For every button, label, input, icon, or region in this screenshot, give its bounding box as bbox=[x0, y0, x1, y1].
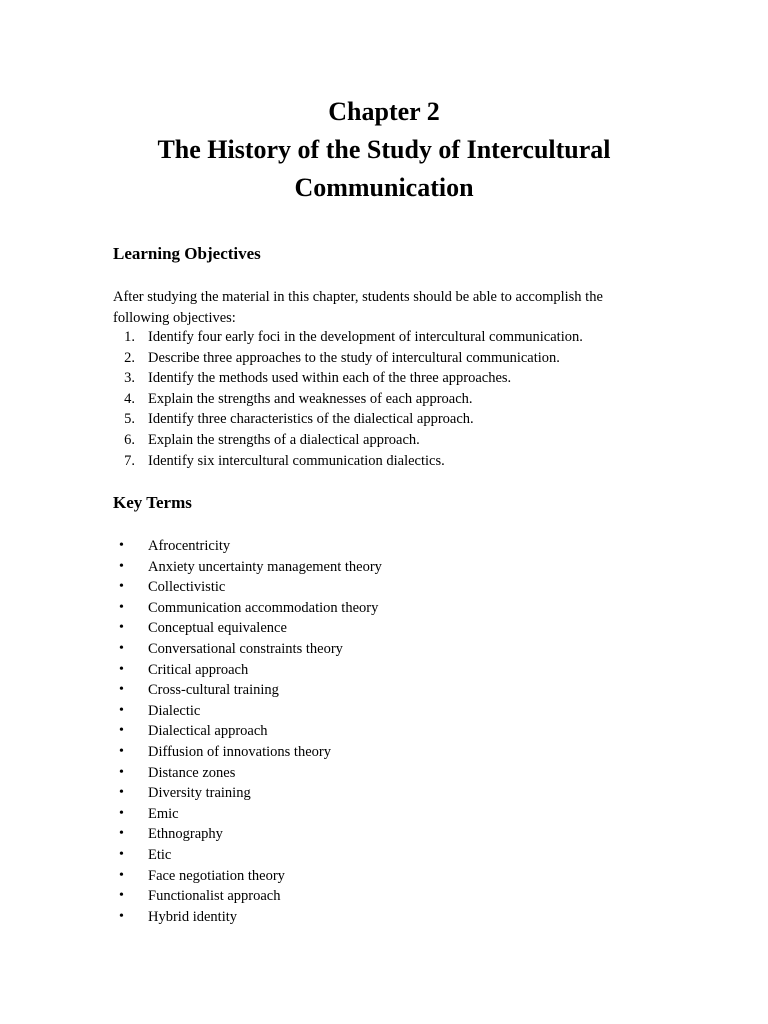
key-term-text: Collectivistic bbox=[148, 579, 226, 596]
key-term-text: Dialectical approach bbox=[148, 723, 268, 740]
key-term-text: Emic bbox=[148, 805, 179, 822]
objective-number: 2. bbox=[124, 349, 135, 366]
bullet-icon: • bbox=[119, 846, 124, 862]
key-term-text: Diversity training bbox=[148, 785, 251, 802]
bullet-icon: • bbox=[119, 723, 124, 739]
key-term-text: Cross-cultural training bbox=[148, 682, 279, 699]
bullet-icon: • bbox=[119, 908, 124, 924]
bullet-icon: • bbox=[119, 764, 124, 780]
key-term-text: Communication accommodation theory bbox=[148, 599, 379, 616]
key-term-item bbox=[113, 701, 382, 722]
objective-text: Identify four early foci in the development of intercultural communication. bbox=[148, 329, 583, 345]
chapter-title-line-1: The History of the Study of Intercultural bbox=[157, 135, 611, 164]
key-term-item bbox=[113, 721, 382, 742]
bullet-icon: • bbox=[119, 826, 124, 842]
objective-item bbox=[113, 368, 583, 389]
bullet-icon: • bbox=[119, 805, 124, 821]
chapter-title bbox=[0, 93, 768, 207]
chapter-number: Chapter 2 bbox=[328, 97, 440, 126]
objective-number: 7. bbox=[124, 452, 135, 469]
key-term-item bbox=[113, 598, 382, 619]
key-term-item bbox=[113, 907, 382, 928]
key-terms-heading: Key Terms bbox=[113, 493, 192, 512]
chapter-title-line-2: Communication bbox=[294, 173, 474, 202]
bullet-icon: • bbox=[119, 682, 124, 698]
bullet-icon: • bbox=[119, 599, 124, 615]
key-term-text: Conceptual equivalence bbox=[148, 620, 287, 637]
key-term-text: Critical approach bbox=[148, 661, 249, 678]
key-term-text: Anxiety uncertainty management theory bbox=[148, 558, 382, 575]
objective-text: Explain the strengths and weaknesses of each approach. bbox=[148, 390, 473, 407]
learning-objectives-intro: After studying the material in this chapter, students should be able to accomplish the following objectives: bbox=[113, 289, 603, 326]
objective-text: Describe three approaches to the study of intercultural communication. bbox=[148, 349, 560, 366]
key-term-item bbox=[113, 557, 382, 578]
key-term-text: Diffusion of innovations theory bbox=[148, 743, 331, 760]
key-term-item bbox=[113, 824, 382, 845]
key-term-text: Face negotiation theory bbox=[148, 867, 285, 884]
bullet-icon: • bbox=[119, 785, 124, 801]
bullet-icon: • bbox=[119, 702, 124, 718]
objective-item bbox=[113, 348, 583, 369]
bullet-icon: • bbox=[119, 743, 124, 759]
objective-number: 1. bbox=[124, 329, 135, 345]
objective-text: Identify three characteristics of the dialectical approach. bbox=[148, 411, 474, 428]
bullet-icon: • bbox=[119, 867, 124, 883]
key-term-item bbox=[113, 804, 382, 825]
bullet-icon: • bbox=[119, 579, 124, 595]
key-term-item bbox=[113, 639, 382, 660]
objective-number: 3. bbox=[124, 370, 135, 387]
key-term-item bbox=[113, 618, 382, 639]
key-term-text: Afrocentricity bbox=[148, 538, 231, 554]
objective-text: Identify six intercultural communication dialectics. bbox=[148, 452, 445, 469]
key-term-item bbox=[113, 866, 382, 887]
bullet-icon: • bbox=[119, 661, 124, 677]
objective-number: 5. bbox=[124, 411, 135, 428]
objective-item bbox=[113, 451, 583, 472]
bullet-icon: • bbox=[119, 640, 124, 656]
key-terms-list bbox=[113, 536, 382, 927]
key-term-item bbox=[113, 742, 382, 763]
key-term-item bbox=[113, 783, 382, 804]
key-term-item bbox=[113, 886, 382, 907]
learning-objectives-heading: Learning Objectives bbox=[113, 244, 261, 263]
learning-objectives-list bbox=[113, 327, 583, 471]
key-term-item bbox=[113, 845, 382, 866]
bullet-icon: • bbox=[119, 538, 124, 553]
key-term-text: Functionalist approach bbox=[148, 888, 281, 905]
key-term-text: Etic bbox=[148, 846, 172, 863]
key-term-item bbox=[113, 763, 382, 784]
objective-item bbox=[113, 409, 583, 430]
key-term-text: Ethnography bbox=[148, 826, 223, 843]
objective-item bbox=[113, 327, 583, 348]
bullet-icon: • bbox=[119, 558, 124, 574]
objective-item bbox=[113, 389, 583, 410]
objective-item bbox=[113, 430, 583, 451]
key-term-item bbox=[113, 680, 382, 701]
key-term-text: Hybrid identity bbox=[148, 908, 238, 925]
key-term-text: Dialectic bbox=[148, 702, 201, 719]
key-term-item bbox=[113, 577, 382, 598]
objective-text: Explain the strengths of a dialectical approach. bbox=[148, 431, 420, 448]
key-term-text: Distance zones bbox=[148, 764, 236, 781]
objective-number: 4. bbox=[124, 390, 135, 407]
objective-text: Identify the methods used within each of the three approaches. bbox=[148, 370, 512, 387]
key-term-text: Conversational constraints theory bbox=[148, 640, 343, 657]
bullet-icon: • bbox=[119, 888, 124, 904]
key-term-item bbox=[113, 660, 382, 681]
key-term-item bbox=[113, 536, 382, 557]
bullet-icon: • bbox=[119, 620, 124, 636]
objective-number: 6. bbox=[124, 431, 135, 448]
